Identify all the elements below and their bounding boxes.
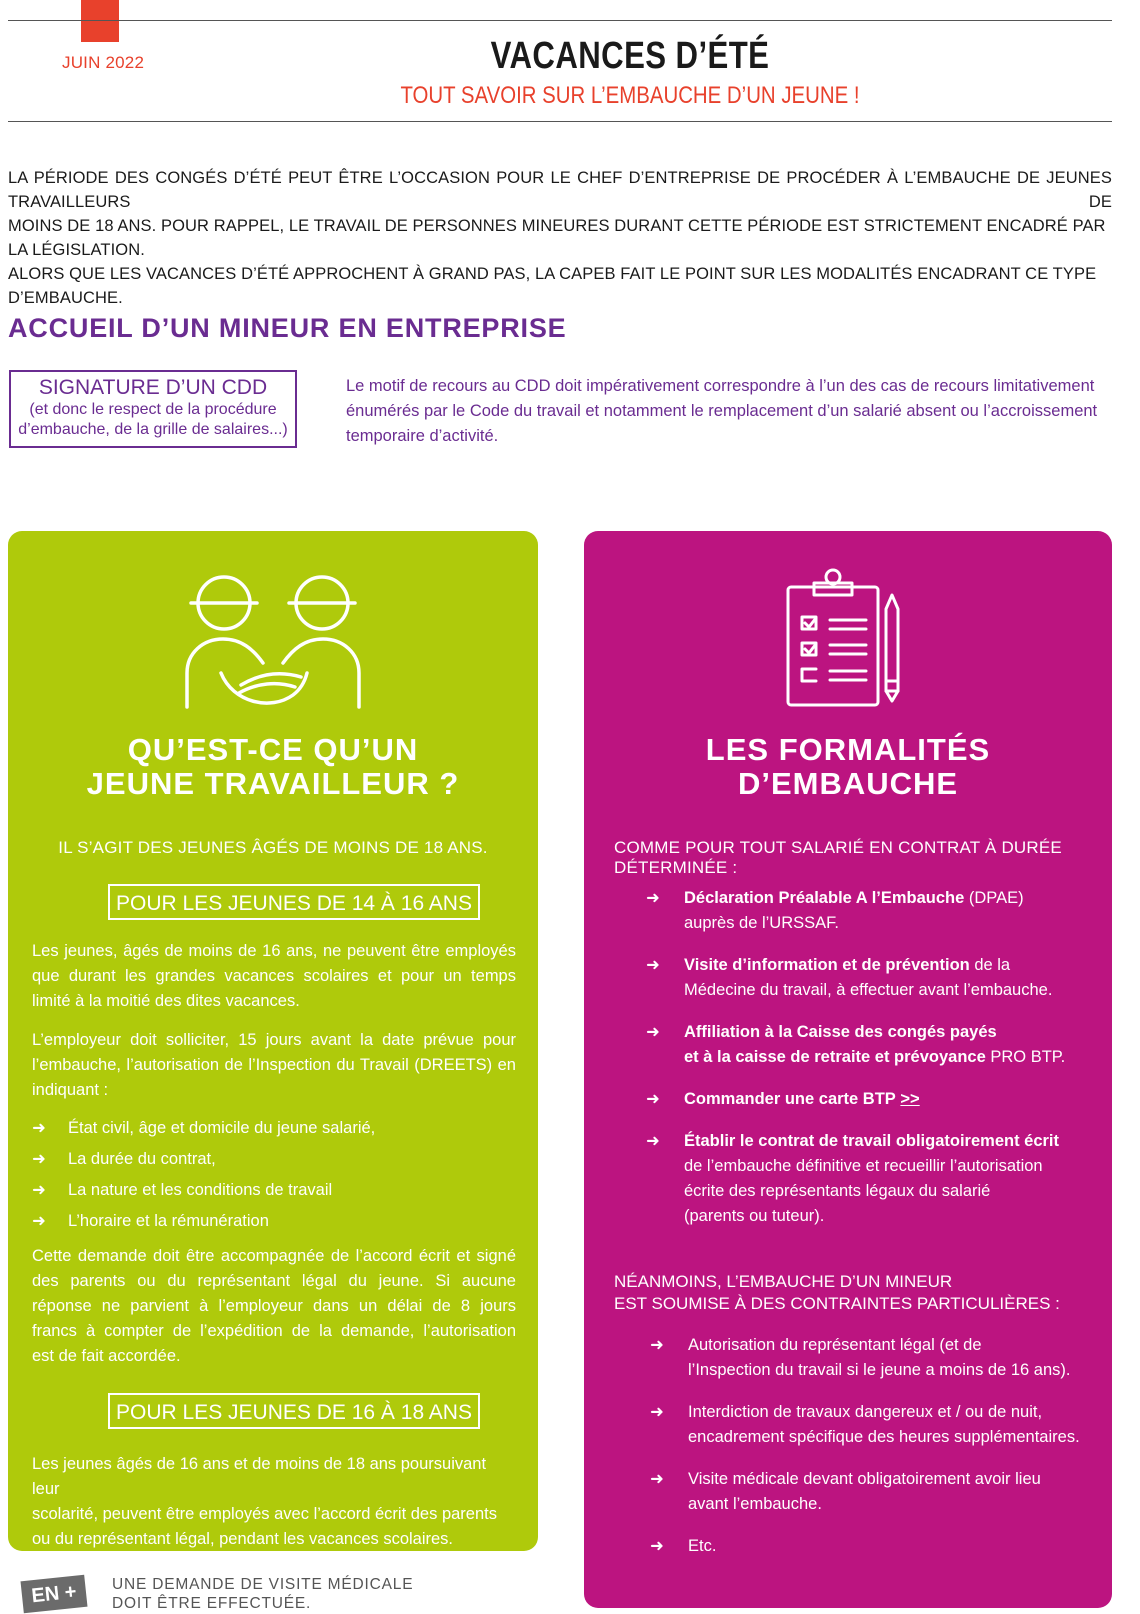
title-line: JEUNE TRAVAILLEUR ? [86,766,460,801]
list-item-text: État civil, âge et domicile du jeune salarié, [68,1119,376,1137]
arrow-right-icon: ➜ [646,1023,660,1041]
list-item [646,886,1096,936]
intro-line: ALORS QUE LES VACANCES D’ÉTÉ APPROCHENT À GRAND PAS, LA CAPEB FAIT LE POINT SUR LES MODALITÉS ENCADRANT CE TYPE D’EMBAUCHE. [8,265,1097,307]
item-text: Interdiction de travaux dangereux et / ou de nuit, [688,1403,1043,1421]
constraints-list [650,1333,1100,1559]
footer-line: UNE DEMANDE DE VISITE MÉDICALE [112,1576,414,1593]
list-item-text: La durée du contrat, [68,1150,216,1168]
item-text: avant l’embauche. [688,1495,822,1513]
footer-line: DOIT ÊTRE EFFECTUÉE. [112,1595,312,1612]
cdd-box [9,370,297,448]
intro-line: MOINS DE 18 ANS. POUR RAPPEL, LE TRAVAIL DE PERSONNES MINEURES DURANT CETTE PÉRIODE EST STRICTEMENT ENCADRÉ PAR LA LÉGISLATION. [8,217,1106,259]
text-line: réponse ne parvient à l’employeur dans un délai de 8 jours [32,1297,516,1315]
page-title: VACANCES D’ÉTÉ [490,35,770,77]
paragraph-16-18 [32,1452,516,1552]
list-item [32,1144,516,1175]
arrow-right-icon: ➜ [650,1336,664,1354]
item-text: (DPAE) [964,889,1024,907]
formalities-lead: COMME POUR TOUT SALARIÉ EN CONTRAT À DURÉE DÉTERMINÉE : [614,838,1062,877]
text-line: Les jeunes âgés de 16 ans et de moins de 18 ans poursuivant leur [32,1455,487,1498]
footer-note [112,1575,413,1613]
item-text: l’Inspection du travail si le jeune a moins de 16 ans). [688,1361,1071,1379]
text-line: francs à compter de l’expédition de la demande, l’autorisation [32,1322,516,1340]
caps-line: EST SOUMISE À DES CONTRAINTES PARTICULIÈRES : [614,1294,1060,1313]
text-line: l’embauche, l’autorisation de l’Inspection du Travail (DREETS) en [32,1056,516,1074]
item-bold: et à la caisse de retraite et prévoyance [684,1048,986,1066]
arrow-right-icon: ➜ [650,1470,664,1488]
required-info-list [32,1113,516,1237]
arrow-right-icon: ➜ [646,956,660,974]
list-item [646,1129,1096,1229]
item-text: auprès de l’URSSAF. [684,914,839,932]
arrow-right-icon: ➜ [646,889,660,907]
cdd-box-title: SIGNATURE D’UN CDD [38,376,268,399]
paragraph-parental-consent [32,1244,516,1369]
item-text: Etc. [688,1537,717,1555]
order-btp-card-link[interactable]: Commander une carte BTP [684,1090,896,1108]
text-line: indiquant : [32,1081,109,1099]
title-line: QU’EST-CE QU’UN [127,732,419,767]
list-item [646,953,1096,1003]
cdd-box-line: (et donc le respect de la procédure [29,401,277,418]
title-line: LES FORMALITÉS [705,732,991,767]
young-worker-lead: IL S’AGIT DES JEUNES ÂGÉS DE MOINS DE 18 ANS. [58,838,488,857]
formalities-list [646,886,1096,1229]
item-text: encadrement spécifique des heures supplémentaires. [688,1428,1080,1446]
list-item [32,1175,516,1206]
caps-line: NÉANMOINS, L’EMBAUCHE D’UN MINEUR [614,1272,953,1291]
item-text: (parents ou tuteur). [684,1207,825,1225]
handshake-workers-icon [181,569,365,714]
item-text: PRO BTP. [985,1048,1066,1066]
arrow-right-icon: ➜ [646,1090,660,1108]
young-worker-title [8,733,538,801]
list-item-text: L’horaire et la rémunération [68,1212,269,1230]
arrow-right-icon: ➜ [32,1181,46,1199]
header-rule [8,121,1112,122]
formalities-title [584,733,1112,801]
list-item [32,1113,516,1144]
en-plus-badge: EN + [21,1575,88,1614]
constraints-heading [614,1271,1060,1315]
arrow-right-icon: ➜ [32,1119,46,1137]
list-item [32,1206,516,1237]
clipboard-checklist-icon [786,565,910,712]
text-line: limité à la moitié des dites vacances. [32,992,300,1010]
item-bold: Affiliation à la Caisse des congés payés [684,1023,997,1041]
list-item[interactable] [646,1087,1096,1112]
item-text: de la [969,956,1011,974]
list-item [650,1467,1100,1517]
list-item [650,1333,1100,1383]
arrow-right-icon: ➜ [650,1403,664,1421]
item-text: de l’embauche définitive et recueillir l’autorisation [684,1157,1043,1175]
paragraph-under-16 [32,939,516,1014]
section-heading: ACCUEIL D’UN MINEUR EN ENTREPRISE [8,313,567,343]
list-item-text: La nature et les conditions de travail [68,1181,333,1199]
title-line: D’EMBAUCHE [737,766,959,801]
text-line: scolarité, peuvent être employés avec l’accord écrit des parents [32,1505,497,1523]
item-text: Médecine du travail, à effectuer avant l’embauche. [684,981,1053,999]
item-bold: Visite d’information et de prévention [684,956,970,974]
text-line: L’employeur doit solliciter, 15 jours avant la date prévue pour [32,1031,516,1049]
cdd-box-line: d’embauche, de la grille de salaires...) [18,421,288,438]
page-subtitle: TOUT SAVOIR SUR L’EMBAUCHE D’UN JEUNE ! [400,82,860,109]
arrow-right-icon: ➜ [32,1212,46,1230]
item-bold: Déclaration Préalable A l’Embauche [684,889,965,907]
cdd-description [346,374,1112,449]
cdd-text-line: énumérés par le Code du travail et notamment le remplacement d’un salarié absent ou l’accroissement [346,402,1098,420]
age-box-14-16: POUR LES JEUNES DE 14 À 16 ANS [108,884,480,920]
double-chevron-link-icon[interactable]: >> [900,1090,920,1108]
text-line: Cette demande doit être accompagnée de l’accord écrit et signé [32,1247,516,1265]
intro-paragraph [8,166,1112,310]
list-item [650,1534,1100,1559]
list-item [646,1020,1096,1070]
top-rule [8,20,1112,21]
item-text: Visite médicale devant obligatoirement avoir lieu [688,1470,1041,1488]
intro-line: LA PÉRIODE DES CONGÉS D’ÉTÉ PEUT ÊTRE L’OCCASION POUR LE CHEF D’ENTREPRISE DE PROCÉDER À L’EMBAUCHE DE JEUNES TRAVAILLEURS DE [8,169,1112,211]
arrow-right-icon: ➜ [650,1537,664,1555]
item-bold: Établir le contrat de travail obligatoirement écrit [684,1132,1060,1150]
item-text: Autorisation du représentant légal (et de [688,1336,982,1354]
text-line: que durant les grandes vacances scolaires et pour un temps [32,967,516,985]
cdd-text-line: Le motif de recours au CDD doit impérativement correspondre à l’un des cas de recours limitativement [346,377,1095,395]
text-line: ou du représentant légal, pendant les vacances scolaires. [32,1530,454,1548]
hiring-formalities-card [584,531,1112,1608]
text-line: est de fait accordée. [32,1347,181,1365]
text-line: des parents ou du représentant légal du jeune. Si aucune [32,1272,516,1290]
arrow-right-icon: ➜ [32,1150,46,1168]
cdd-text-line: temporaire d’activité. [346,427,499,445]
paragraph-employer [32,1028,516,1103]
list-item [650,1400,1100,1450]
age-box-16-18: POUR LES JEUNES DE 16 À 18 ANS [108,1393,480,1429]
item-text: écrite des représentants légaux du salarié [684,1182,991,1200]
young-worker-card [8,531,538,1551]
issue-date: JUIN 2022 [62,53,145,72]
arrow-right-icon: ➜ [646,1132,660,1150]
text-line: Les jeunes, âgés de moins de 16 ans, ne peuvent être employés [32,942,516,960]
